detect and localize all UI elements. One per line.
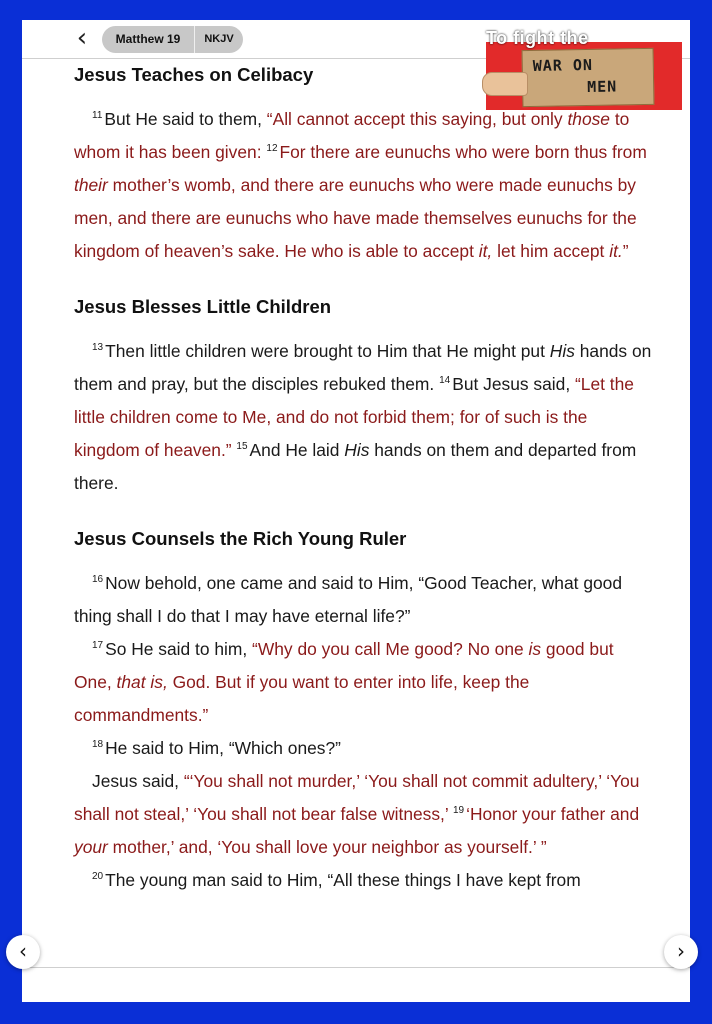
verse-paragraph: Jesus said, “‘You shall not murder,’ ‘You shall not commit adultery,’ ‘You shall not steal,’ ‘You shall not bear false witness,’ $^{19}$ ‘Honor your father and your mother,’ and, ‘You shall love your neighbor as yourself.’ ” [74, 771, 640, 857]
chapter-content [74, 55, 654, 897]
section-heading: Jesus Counsels the Rich Young Ruler [74, 528, 407, 549]
bottom-divider [22, 967, 690, 968]
previous-chapter-chevron-left-icon[interactable]: ‹ [6, 935, 40, 969]
book-chapter-button[interactable]: Matthew 19 [115, 32, 181, 46]
section-heading: Jesus Blesses Little Children [74, 296, 332, 317]
reader-page [19, 20, 690, 1002]
verse-paragraph: $^{13}$ Then little children were brought to Him that He might put His hands on them and pray, but the disciples rebuked them. $^{14}$ But Jesus said, “Let the little children come to Me, and do not forbid them; for of such is the kingdom of heaven.” $^{15}$ And He laid His hands on them and departed from there. [74, 341, 652, 493]
sign-line-2: MEN [587, 77, 618, 97]
version-button[interactable]: NKJV [204, 33, 234, 45]
back-chevron-icon[interactable]: ‹ [76, 23, 88, 53]
verse-paragraph: $^{17}$ So He said to him, “Why do you call Me good? No one is good but One, that is, God. But if you want to enter into life, keep the commandments.” [74, 639, 614, 725]
next-chapter-chevron-right-icon[interactable]: › [664, 935, 698, 969]
sign-line-1: WAR ON [532, 55, 594, 75]
banner-headline: To fight the [486, 28, 589, 48]
verse-paragraph: $^{20}$ The young man said to Him, “All these things I have kept from [92, 870, 581, 890]
verse-paragraph: $^{16}$ Now behold, one came and said to Him, “Good Teacher, what good thing shall I do that I may have eternal life?” [74, 573, 623, 626]
section-heading: Jesus Teaches on Celibacy [74, 64, 314, 85]
verse-paragraph: $^{11}$ But He said to them, “All cannot accept this saying, but only those to whom it has been given: $^{12}$ For there are eunuchs who were born thus from their mother’s womb, and there are eunuchs who were made eunuchs by men, and there are eunuchs who have made themselves eunuchs for the kingdom of heaven’s sake. He who is able to accept it, let him accept it.” [74, 109, 647, 261]
passage-pill[interactable] [102, 26, 243, 53]
verse-paragraph: $^{18}$ He said to Him, “Which ones?” [92, 738, 341, 758]
